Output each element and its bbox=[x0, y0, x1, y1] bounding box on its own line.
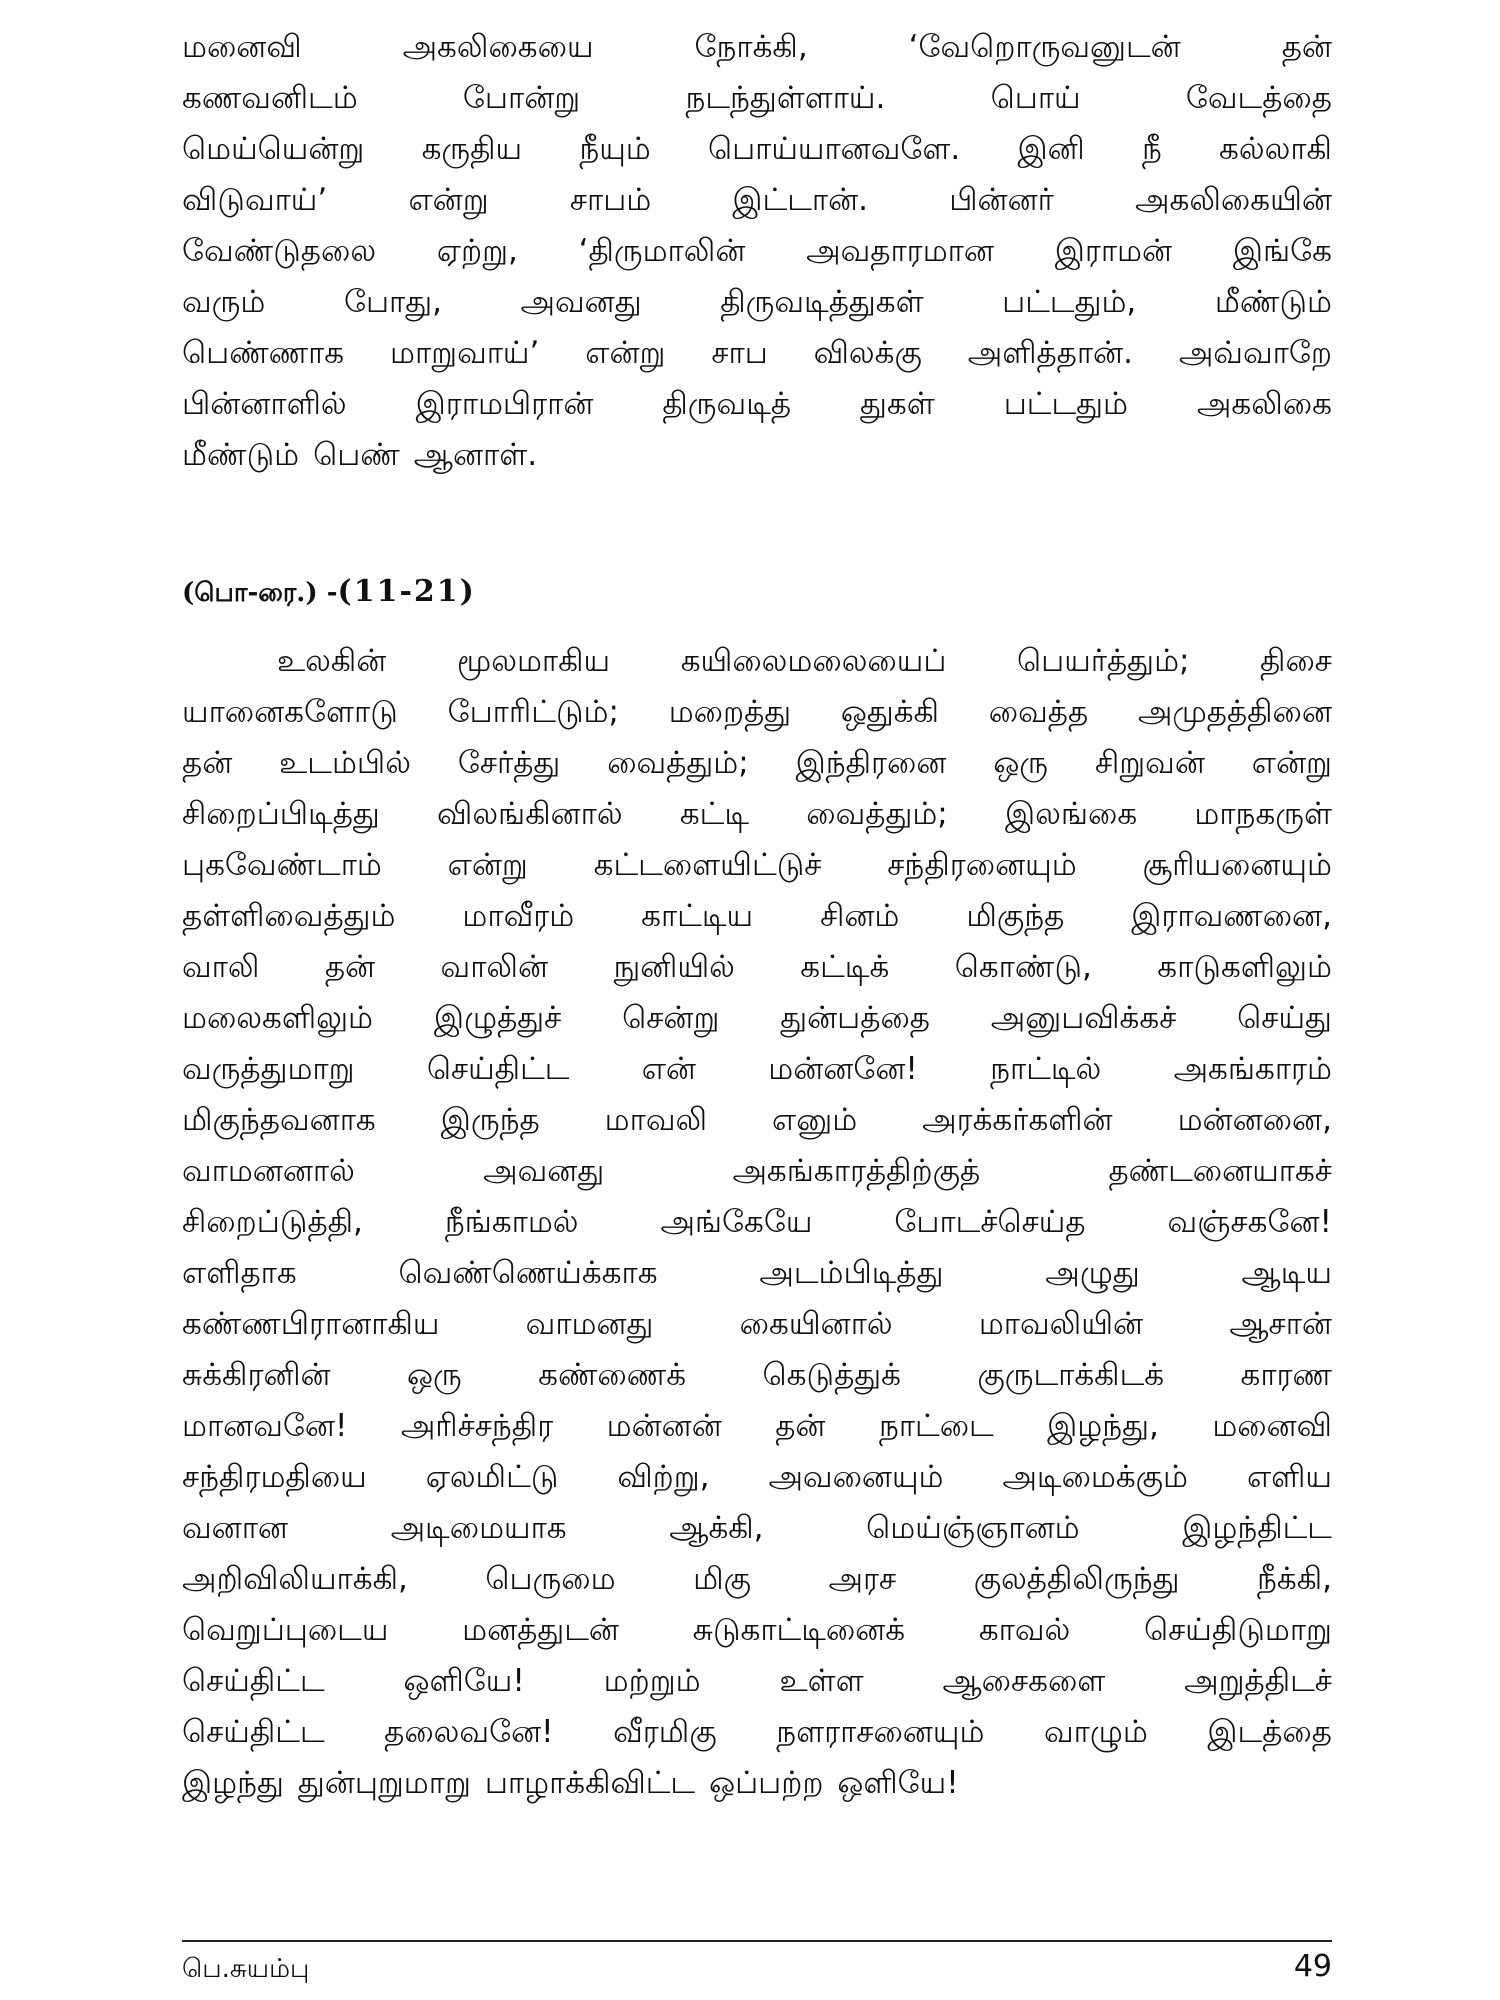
text-line bbox=[182, 1554, 1332, 1605]
word: மலைகளிலும் bbox=[182, 1000, 373, 1036]
word: அடிமையாக bbox=[390, 1510, 567, 1546]
word: பெயர்த்தும்; bbox=[1017, 643, 1190, 679]
word: மன்னன் bbox=[606, 1408, 722, 1444]
word: ஒதுக்கி bbox=[840, 694, 939, 730]
word: ஒளியே! bbox=[403, 1663, 525, 1699]
text-line bbox=[182, 789, 1332, 840]
word: எளிய bbox=[1246, 1459, 1332, 1495]
word: அடம்பிடித்து bbox=[759, 1255, 944, 1291]
text-line bbox=[182, 1401, 1332, 1452]
word: காடுகளிலும் bbox=[1157, 949, 1332, 985]
word: செய்திட்ட bbox=[426, 1051, 570, 1087]
word: நீங்காமல் bbox=[444, 1204, 579, 1240]
word: அங்கேயே bbox=[660, 1204, 813, 1240]
word: அழுது bbox=[1045, 1255, 1140, 1291]
word: தலைவனே! bbox=[384, 1714, 554, 1750]
text-line bbox=[182, 379, 1332, 430]
word: அவ்வாறே bbox=[1178, 335, 1332, 371]
word: அகங்காரத்திற்குத் bbox=[732, 1153, 981, 1189]
paragraph-story bbox=[182, 22, 1332, 481]
word: வைத்தும்; bbox=[806, 796, 948, 832]
word: அறிவிலியாக்கி, bbox=[182, 1561, 408, 1597]
word: பெண் bbox=[313, 437, 400, 473]
footer-author: பெ.சுயம்பு bbox=[182, 1954, 310, 1984]
word: விலங்கினால் bbox=[437, 796, 623, 832]
text-line bbox=[182, 1503, 1332, 1554]
word: ‘வேறொருவனுடன் bbox=[908, 29, 1181, 65]
word: சந்திரனையும் bbox=[887, 847, 1077, 883]
word: சிறைப்பிடித்து bbox=[182, 796, 380, 832]
text-line bbox=[182, 891, 1332, 942]
word: ஆனாள். bbox=[413, 437, 538, 473]
word: மிகு bbox=[693, 1561, 751, 1597]
word: மிகுந்த bbox=[966, 898, 1065, 934]
word: மானவனே! bbox=[182, 1408, 348, 1444]
word: கொண்டு, bbox=[954, 949, 1092, 985]
text-line bbox=[182, 1707, 1332, 1758]
word: வீரமிகு bbox=[613, 1714, 717, 1750]
word: எளிதாக bbox=[182, 1255, 297, 1291]
word: வெண்ணெய்க்காக bbox=[398, 1255, 658, 1291]
word: யானைகளோடு bbox=[182, 694, 398, 730]
word: காரண bbox=[1240, 1357, 1332, 1393]
word: இழந்திட்ட bbox=[1182, 1510, 1332, 1546]
text-line bbox=[182, 1095, 1332, 1146]
word: காட்டிய bbox=[641, 898, 754, 934]
word: அவதாரமான bbox=[806, 233, 994, 269]
text-line bbox=[182, 1248, 1332, 1299]
text-line bbox=[182, 1197, 1332, 1248]
word: இராமன் bbox=[1054, 233, 1173, 269]
text-line bbox=[182, 430, 1332, 481]
text-line bbox=[182, 175, 1332, 226]
text-line bbox=[182, 840, 1332, 891]
word: ஆசைகளை bbox=[942, 1663, 1106, 1699]
word: வாலின் bbox=[440, 949, 549, 985]
word: என்று bbox=[585, 335, 666, 371]
word: பின்னர் bbox=[949, 182, 1054, 218]
word: நோக்கி, bbox=[694, 29, 808, 65]
word: கண்ணைக் bbox=[538, 1357, 687, 1393]
word: இலங்கை bbox=[1004, 796, 1138, 832]
word: செய்திட்ட bbox=[182, 1714, 325, 1750]
word: சேர்த்து bbox=[457, 745, 561, 781]
word: வனான bbox=[182, 1510, 288, 1546]
word: தண்டனையாகச் bbox=[1108, 1153, 1332, 1189]
text-line bbox=[182, 1758, 1332, 1809]
word: கட்டி bbox=[679, 796, 750, 832]
text-line bbox=[182, 1605, 1332, 1656]
word: மன்னனை, bbox=[1177, 1102, 1332, 1138]
section-heading-number: (11-21) bbox=[337, 574, 476, 609]
word: கயிலைமலையைப் bbox=[680, 643, 947, 679]
word: சூரியனையும் bbox=[1142, 847, 1332, 883]
word: பாழாக்கிவிட்ட bbox=[484, 1765, 696, 1801]
text-line bbox=[182, 124, 1332, 175]
word: திசை bbox=[1260, 643, 1332, 679]
word: என் bbox=[641, 1051, 696, 1087]
word: கட்டிக் bbox=[800, 949, 890, 985]
word: இழந்து bbox=[182, 1765, 284, 1801]
word: என்று bbox=[447, 847, 528, 883]
word: சாபம் bbox=[569, 182, 652, 218]
word: அமுதத்தினை bbox=[1137, 694, 1332, 730]
word: கையினால் bbox=[739, 1306, 893, 1342]
word: அடிமைக்கும் bbox=[1002, 1459, 1188, 1495]
word: குருடாக்கிடக் bbox=[977, 1357, 1165, 1393]
word: மறைத்து bbox=[668, 694, 792, 730]
word: வாமனனால் bbox=[182, 1153, 355, 1189]
word: மெய்ஞ்ஞானம் bbox=[866, 1510, 1080, 1546]
word: காவல் bbox=[978, 1612, 1071, 1648]
word: இங்கே bbox=[1232, 233, 1332, 269]
word: நீக்கி, bbox=[1257, 1561, 1332, 1597]
word: தன் bbox=[182, 745, 233, 781]
word: துகள் bbox=[860, 386, 935, 422]
word: உலகின் bbox=[277, 643, 387, 679]
word: அகலிகையின் bbox=[1135, 182, 1332, 218]
word: கருதிய bbox=[421, 131, 523, 167]
word: இந்திரனை bbox=[795, 745, 947, 781]
word: பட்டதும் bbox=[1003, 386, 1128, 422]
word: நாட்டில் bbox=[990, 1051, 1102, 1087]
section-heading bbox=[182, 567, 476, 617]
word: செய்திடுமாறு bbox=[1143, 1612, 1332, 1648]
word: வாமனது bbox=[525, 1306, 654, 1342]
word: விலக்கு bbox=[813, 335, 922, 371]
word: புகவேண்டாம் bbox=[182, 847, 382, 883]
word: மாநகருள் bbox=[1194, 796, 1332, 832]
word: சுக்கிரனின் bbox=[182, 1357, 331, 1393]
word: அவனது bbox=[520, 284, 642, 320]
paragraph-commentary bbox=[182, 636, 1332, 1809]
word: உள்ள bbox=[779, 1663, 864, 1699]
word: மனைவி bbox=[182, 29, 302, 65]
word: இடத்தை bbox=[1207, 1714, 1332, 1750]
text-line bbox=[182, 687, 1332, 738]
word: உடம்பில் bbox=[279, 745, 411, 781]
word: விற்று, bbox=[617, 1459, 710, 1495]
word: திருவடித் bbox=[662, 386, 792, 422]
word: நடந்துள்ளாய். bbox=[685, 80, 886, 116]
footer-divider bbox=[182, 1940, 1332, 1942]
word: சிறைப்டுத்தி, bbox=[182, 1204, 363, 1240]
text-line bbox=[182, 226, 1332, 277]
word: இனி bbox=[1017, 131, 1085, 167]
word: பட்டதும், bbox=[1002, 284, 1137, 320]
word: வாலி bbox=[182, 949, 260, 985]
word: நளராசனையும் bbox=[776, 1714, 985, 1750]
text-line bbox=[182, 636, 1332, 687]
word: பொய்யானவளே. bbox=[707, 131, 961, 167]
section-heading-label: (பொ-ரை.) - bbox=[182, 578, 338, 608]
word: தன் bbox=[324, 949, 376, 985]
word: மெய்யென்று bbox=[182, 131, 365, 167]
word: இராமபிரான் bbox=[415, 386, 594, 422]
text-line bbox=[182, 1350, 1332, 1401]
word: மாறுவாய்’ bbox=[390, 335, 540, 371]
word: பின்னாளில் bbox=[182, 386, 347, 422]
word: ஏற்று, bbox=[436, 233, 518, 269]
word: வைத்த bbox=[988, 694, 1089, 730]
word: மனைவி bbox=[1212, 1408, 1332, 1444]
word: அனுபவிக்கச் bbox=[990, 1000, 1177, 1036]
word: மாவீரம் bbox=[462, 898, 575, 934]
word: ‘திருமாலின் bbox=[578, 233, 746, 269]
word: போடச்செய்த bbox=[894, 1204, 1086, 1240]
word: எனும் bbox=[772, 1102, 858, 1138]
word: தன் bbox=[1281, 29, 1332, 65]
word: திருவடித்துகள் bbox=[720, 284, 924, 320]
word: கெடுத்துக் bbox=[762, 1357, 901, 1393]
word: கட்டளையிட்டுச் bbox=[593, 847, 822, 883]
word: ஒரு bbox=[407, 1357, 462, 1393]
word: இழுத்துச் bbox=[433, 1000, 562, 1036]
word: மாவலியின் bbox=[978, 1306, 1144, 1342]
word: கண்ணபிரானாகிய bbox=[182, 1306, 440, 1342]
text-line bbox=[182, 738, 1332, 789]
word: ஒளியே! bbox=[837, 1765, 959, 1801]
word: வைத்தும்; bbox=[607, 745, 749, 781]
word: இட்டான். bbox=[732, 182, 869, 218]
word: துன்புறுமாறு bbox=[297, 1765, 471, 1801]
word: சிறுவன் bbox=[1094, 745, 1205, 781]
word: வேடத்தை bbox=[1185, 80, 1332, 116]
word: கணவனிடம் bbox=[182, 80, 358, 116]
text-line bbox=[182, 73, 1332, 124]
word: மிகுந்தவனாக bbox=[182, 1102, 376, 1138]
word: விடுவாய்’ bbox=[182, 182, 328, 218]
text-line bbox=[182, 1452, 1332, 1503]
word: மன்னனே! bbox=[768, 1051, 918, 1087]
word: சென்று bbox=[622, 1000, 720, 1036]
word: நுனியில் bbox=[613, 949, 735, 985]
word: போரிட்டும்; bbox=[447, 694, 619, 730]
word: கல்லாகி bbox=[1219, 131, 1332, 167]
word: அகங்காரம் bbox=[1173, 1051, 1332, 1087]
word: அளித்தான். bbox=[967, 335, 1133, 371]
word: அரச bbox=[828, 1561, 897, 1597]
text-line bbox=[182, 1146, 1332, 1197]
word: பெருமை bbox=[485, 1561, 616, 1597]
text-line bbox=[182, 1656, 1332, 1707]
word: என்று bbox=[408, 182, 489, 218]
book-page bbox=[182, 22, 1332, 1982]
word: பொய் bbox=[990, 80, 1081, 116]
word: தன் bbox=[775, 1408, 826, 1444]
word: சினம் bbox=[820, 898, 900, 934]
word: வஞ்சகனே! bbox=[1167, 1204, 1332, 1240]
word: ஏலமிட்டு bbox=[425, 1459, 559, 1495]
word: அகலிகையை bbox=[402, 29, 594, 65]
word: வெறுப்புடைய bbox=[182, 1612, 389, 1648]
word: பெண்ணாக bbox=[182, 335, 345, 371]
word: சுடுகாட்டினைக் bbox=[692, 1612, 906, 1648]
word: செய்திட்ட bbox=[182, 1663, 325, 1699]
word: ஒப்பற்ற bbox=[709, 1765, 824, 1801]
word: மாவலி bbox=[604, 1102, 708, 1138]
word: ஆக்கி, bbox=[669, 1510, 764, 1546]
word: வருத்துமாறு bbox=[182, 1051, 355, 1087]
word: வாழும் bbox=[1043, 1714, 1148, 1750]
word: அரக்கர்களின் bbox=[922, 1102, 1113, 1138]
word: அவனையும் bbox=[768, 1459, 944, 1495]
word: சாப bbox=[711, 335, 768, 371]
text-line bbox=[182, 1299, 1332, 1350]
word: அரிச்சந்திர bbox=[400, 1408, 554, 1444]
word: மற்றும் bbox=[603, 1663, 701, 1699]
word: நீ bbox=[1141, 131, 1162, 167]
text-line bbox=[182, 22, 1332, 73]
word: என்று bbox=[1251, 745, 1332, 781]
word: நீயும் bbox=[579, 131, 651, 167]
word: நாட்டை bbox=[878, 1408, 994, 1444]
word: துன்பத்தை bbox=[780, 1000, 930, 1036]
word: போன்று bbox=[462, 80, 581, 116]
word: மனத்துடன் bbox=[462, 1612, 619, 1648]
text-line bbox=[182, 277, 1332, 328]
word: மீண்டும் bbox=[1214, 284, 1332, 320]
page-number: 49 bbox=[1293, 1949, 1332, 1984]
text-line bbox=[182, 942, 1332, 993]
text-line bbox=[182, 328, 1332, 379]
word: ஒரு bbox=[993, 745, 1049, 781]
word: ஆசான் bbox=[1229, 1306, 1332, 1342]
word: அவனது bbox=[483, 1153, 605, 1189]
word: போது, bbox=[343, 284, 442, 320]
text-line bbox=[182, 993, 1332, 1044]
word: ஆடிய bbox=[1241, 1255, 1332, 1291]
word: மீண்டும் bbox=[182, 437, 300, 473]
word: தள்ளிவைத்தும் bbox=[182, 898, 396, 934]
word: சந்திரமதியை bbox=[182, 1459, 367, 1495]
text-line bbox=[182, 1044, 1332, 1095]
word: இராவணனை, bbox=[1131, 898, 1332, 934]
word: குலத்திலிருந்து bbox=[973, 1561, 1180, 1597]
word: செய்து bbox=[1237, 1000, 1332, 1036]
word: அறுத்திடச் bbox=[1184, 1663, 1332, 1699]
word: இழந்து, bbox=[1047, 1408, 1159, 1444]
word: மூலமாகிய bbox=[456, 643, 611, 679]
word: அகலிகை bbox=[1196, 386, 1332, 422]
word: வரும் bbox=[182, 284, 266, 320]
word: வேண்டுதலை bbox=[182, 233, 377, 269]
word: இருந்த bbox=[440, 1102, 540, 1138]
